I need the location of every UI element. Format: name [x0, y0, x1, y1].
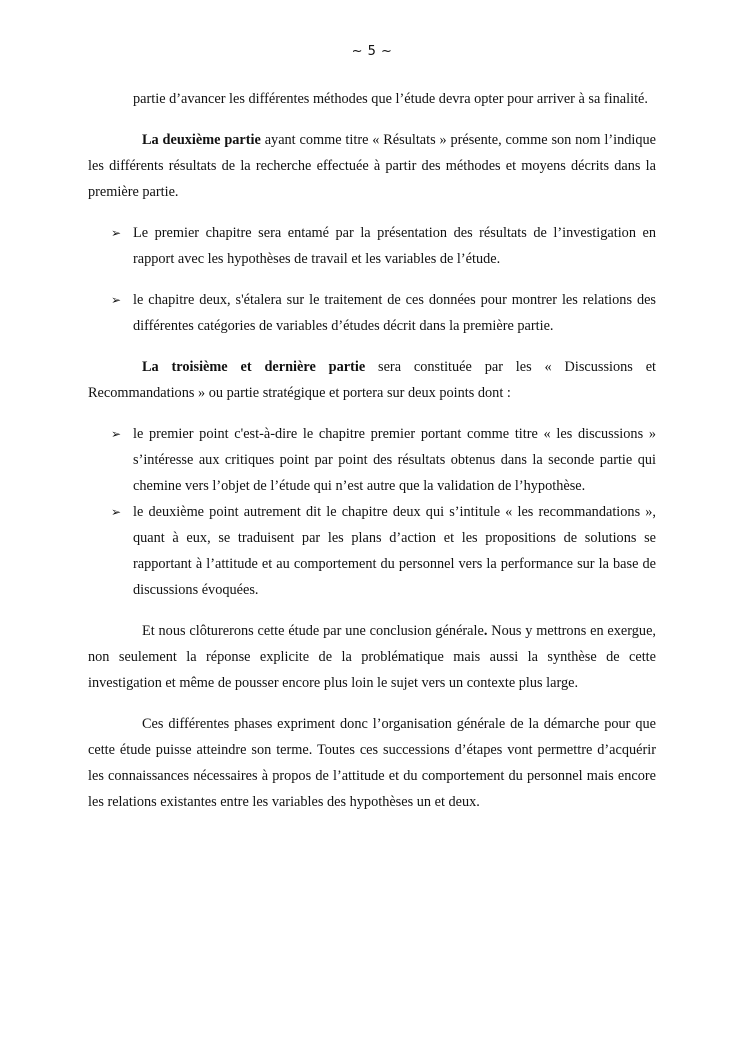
part-two-heading: La deuxième partie — [142, 132, 261, 148]
list-item-text: le deuxième point autrement dit le chapitre deux qui s’intitule « les recommandations », quant à eux, se traduisent par les plans d’action et les propositions de solutions se rapportant à l’attitude et au comportement du personnel vers la performance sur la base de discussions évoquées. — [133, 504, 656, 598]
document-body — [88, 86, 656, 830]
list-item — [88, 499, 656, 603]
part-three-text: sera constituée par les « Discussions et Recommandations » ou partie stratégique et portera sur deux points dont : — [88, 359, 657, 401]
list-item — [88, 287, 656, 339]
part-three-paragraph — [88, 354, 656, 406]
part-two-bullet-list — [88, 220, 656, 339]
part-two-paragraph — [88, 127, 656, 205]
arrow-bullet-icon: ➢ — [111, 427, 122, 441]
part-three-bullet-list — [88, 421, 656, 603]
list-item-text: le premier point c'est-à-dire le chapitre premier portant comme titre « les discussions » s’intéresse aux critiques point par point des résultats obtenus dans la seconde partie qui chemine vers l’objet de l’étude qui n’est autre que la validation de l’hypothèse. — [133, 426, 656, 494]
conclusion-bold-period: . — [483, 623, 488, 639]
part-three-heading: La troisième et dernière partie — [142, 359, 366, 375]
part-two-text: ayant comme titre « Résultats » présente, comme son nom l’indique les différents résultats de la recherche effectuée à partir des méthodes et moyens décrits dans la première partie. — [88, 132, 657, 200]
list-item-text: Le premier chapitre sera entamé par la présentation des résultats de l’investigation en rapport avec les hypothèses de travail et les variables de l’étude. — [133, 225, 656, 267]
arrow-bullet-icon: ➢ — [111, 505, 122, 519]
arrow-bullet-icon: ➢ — [111, 226, 122, 240]
final-paragraph: Ces différentes phases expriment donc l’organisation générale de la démarche pour que cette étude puisse atteindre son terme. Toutes ces successions d’étapes vont permettre d’acquérir les connaissances nécessaires à propos de l’attitude et du comportement du personnel mais encore les relations existantes entre les variables des hypothèses un et deux. — [88, 716, 656, 810]
page-number: ~ 5 ~ — [351, 44, 393, 59]
conclusion-rest: Nous y mettrons en exergue, non seulement la réponse explicite de la problématique mais aussi la synthèse de cette investigation et même de pousser encore plus loin le sujet vers un contexte plus large. — [88, 623, 656, 691]
list-item — [88, 220, 656, 272]
conclusion-start: Et nous clôturerons cette étude par une conclusion générale — [142, 623, 484, 639]
list-item-text: le chapitre deux, s'étalera sur le traitement de ces données pour montrer les relations des différentes catégories de variables d’études décrit dans la première partie. — [133, 292, 656, 334]
list-item — [88, 421, 656, 499]
arrow-bullet-icon: ➢ — [111, 293, 122, 307]
intro-continuation-paragraph: partie d’avancer les différentes méthodes que l’étude devra opter pour arriver à sa finalité. — [133, 91, 648, 107]
conclusion-paragraph — [88, 618, 656, 696]
